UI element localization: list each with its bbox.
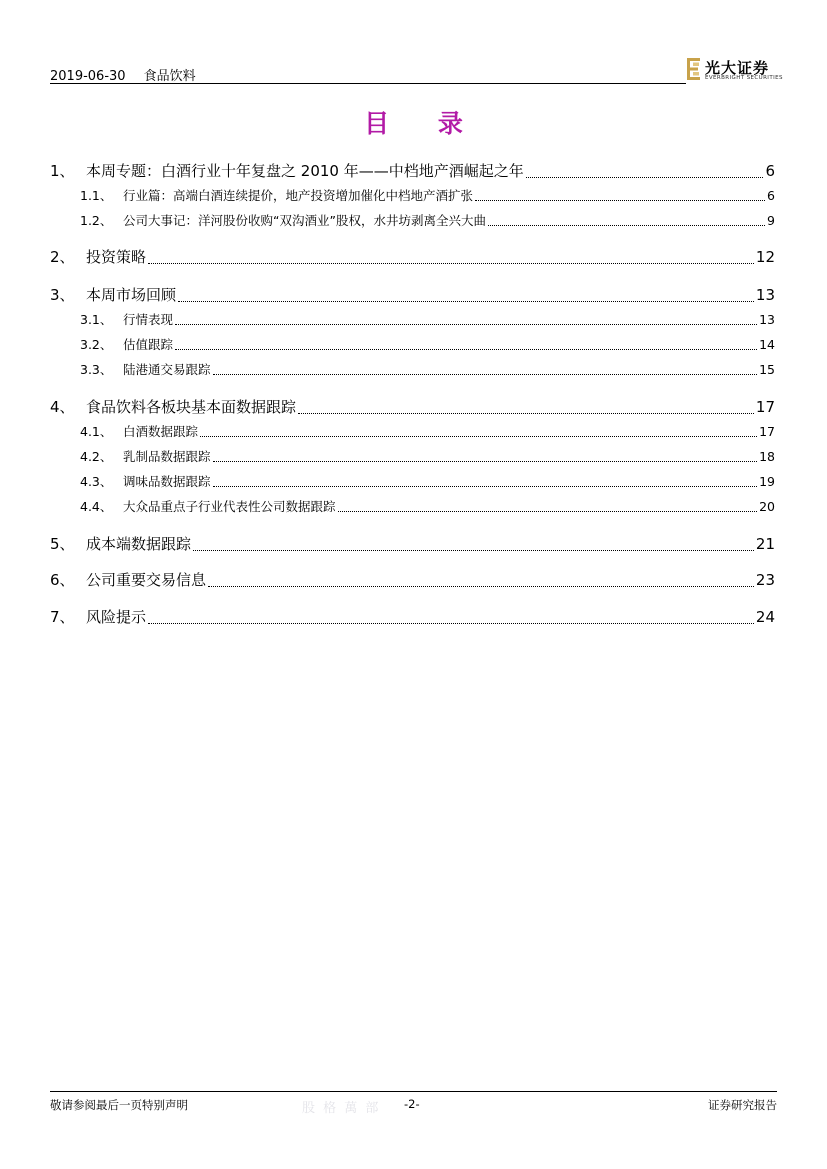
page-footer (50, 1091, 777, 1121)
toc-entry-number: 6、 (50, 571, 75, 589)
toc-dot-leader (213, 486, 758, 487)
toc-entry[interactable] (0, 396, 827, 417)
toc-entry-number: 4.4、 (80, 499, 113, 514)
toc-entry-number: 4、 (50, 398, 75, 416)
toc-entry[interactable] (0, 533, 827, 554)
toc-entry-page[interactable]: 14 (759, 337, 775, 352)
toc-entry-number: 4.3、 (80, 474, 113, 489)
toc-dot-leader (208, 586, 754, 587)
toc-entry-title[interactable]: 乳制品数据跟踪 (123, 449, 211, 464)
toc-entry-title[interactable]: 本周专题：白酒行业十年复盘之 2010 年——中档地产酒崛起之年 (86, 162, 524, 180)
toc-entry-page[interactable]: 9 (767, 213, 775, 228)
toc-entry[interactable] (0, 160, 827, 181)
toc-entry-title[interactable]: 大众品重点子行业代表性公司数据跟踪 (123, 499, 336, 514)
sector-name: 食品饮料 (143, 69, 196, 84)
toc-entry[interactable] (0, 472, 827, 490)
toc-entry-page[interactable]: 6 (765, 162, 775, 180)
toc-entry[interactable] (0, 246, 827, 267)
toc-entry-number: 7、 (50, 608, 75, 626)
toc-entry-number: 3、 (50, 286, 75, 304)
toc-dot-leader (148, 263, 754, 264)
header-left (50, 65, 196, 84)
toc-entry[interactable] (0, 211, 827, 229)
footer-report-type: 证券研究报告 (708, 1098, 777, 1112)
company-logo (687, 56, 783, 84)
toc-entry-title[interactable]: 成本端数据跟踪 (86, 535, 192, 553)
toc-entry[interactable] (0, 569, 827, 590)
toc-entry-page[interactable]: 13 (759, 312, 775, 327)
toc-entry-title[interactable]: 投资策略 (86, 248, 147, 266)
toc-entry-title[interactable]: 公司大事记：洋河股份收购“双沟酒业”股权，水井坊剥离全兴大曲 (123, 213, 486, 228)
toc-entry-number: 1.2、 (80, 213, 113, 228)
toc-entry[interactable] (0, 360, 827, 378)
toc-entry-title[interactable]: 本周市场回顾 (86, 286, 177, 304)
footer-page-number: -2- (404, 1097, 420, 1111)
toc-dot-leader (175, 324, 757, 325)
everbright-logo-icon (687, 58, 701, 80)
toc-dot-leader (526, 177, 764, 178)
toc-entry[interactable] (0, 422, 827, 440)
toc-dot-leader (298, 413, 754, 414)
toc-entry-number: 3.1、 (80, 312, 113, 327)
toc-entry-page[interactable]: 6 (767, 188, 775, 203)
toc-dot-leader (213, 461, 758, 462)
toc-entry-page[interactable]: 13 (755, 286, 775, 304)
toc-entry[interactable] (0, 335, 827, 353)
toc-dot-leader (148, 623, 754, 624)
logo-en-text: EVERBRIGHT SECURITIES (705, 75, 783, 81)
toc-entry-title[interactable]: 陆港通交易跟踪 (123, 362, 211, 377)
toc-entry-page[interactable]: 17 (759, 424, 775, 439)
toc-entry-title[interactable]: 调味品数据跟踪 (123, 474, 211, 489)
footer-disclaimer: 敬请参阅最后一页特别声明 (50, 1098, 188, 1112)
toc-entry[interactable] (0, 284, 827, 305)
toc-entry-number: 1.1、 (80, 188, 113, 203)
toc-entry-number: 3.3、 (80, 362, 113, 377)
toc-entry-page[interactable]: 24 (755, 608, 775, 626)
toc-entry-page[interactable]: 18 (759, 449, 775, 464)
toc-entry-page[interactable]: 17 (755, 398, 775, 416)
footer-watermark: 股 格 萬 部 (302, 1101, 381, 1116)
toc-entry-number: 3.2、 (80, 337, 113, 352)
toc-dot-leader (488, 225, 765, 226)
toc-entry-number: 4.2、 (80, 449, 113, 464)
header-rule (50, 83, 686, 84)
toc-entry-title[interactable]: 行业篇：高端白酒连续提价，地产投资增加催化中档地产酒扩张 (123, 188, 474, 203)
toc-dot-leader (193, 550, 754, 551)
logo-cn-text: 光大证券 (705, 59, 770, 77)
toc-entry-page[interactable]: 12 (755, 248, 775, 266)
toc-entry-page[interactable]: 19 (759, 474, 775, 489)
footer-rule (50, 1091, 777, 1092)
toc-dot-leader (175, 349, 757, 350)
toc-dot-leader (338, 511, 758, 512)
toc-entry-page[interactable]: 23 (755, 571, 775, 589)
toc-entry[interactable] (0, 310, 827, 328)
toc-entry-title[interactable]: 食品饮料各板块基本面数据跟踪 (86, 398, 297, 416)
toc-entry-number: 1、 (50, 162, 75, 180)
toc-entry-title[interactable]: 风险提示 (86, 608, 147, 626)
toc-entry[interactable] (0, 606, 827, 627)
toc-entry-title[interactable]: 公司重要交易信息 (86, 571, 207, 589)
report-date: 2019-06-30 (50, 69, 126, 84)
toc-entry[interactable] (0, 497, 827, 515)
toc-entry-number: 2、 (50, 248, 75, 266)
toc-entry-title[interactable]: 估值跟踪 (123, 337, 174, 352)
page-header (50, 56, 783, 86)
toc-entry-page[interactable]: 20 (759, 499, 775, 514)
toc-dot-leader (475, 200, 765, 201)
toc-entry-title[interactable]: 行情表现 (123, 312, 174, 327)
toc-dot-leader (213, 374, 758, 375)
toc-entry-page[interactable]: 15 (759, 362, 775, 377)
toc-entry-number: 4.1、 (80, 424, 113, 439)
toc-entry[interactable] (0, 186, 827, 204)
toc-entry-page[interactable]: 21 (755, 535, 775, 553)
toc-entry-number: 5、 (50, 535, 75, 553)
toc-dot-leader (200, 436, 757, 437)
toc-title: 目 录 (364, 109, 483, 138)
toc-dot-leader (178, 301, 754, 302)
toc-entry[interactable] (0, 447, 827, 465)
toc-entry-title[interactable]: 白酒数据跟踪 (123, 424, 199, 439)
